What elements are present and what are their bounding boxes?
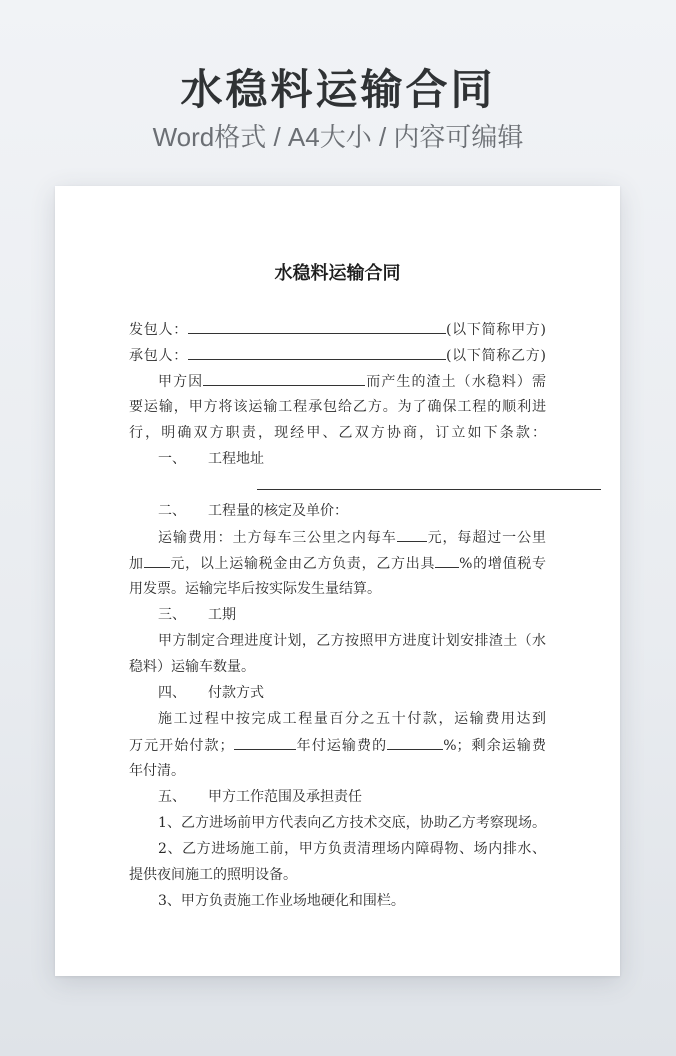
document-page	[55, 186, 620, 976]
section-3-line-1: 甲方制定合理进度计划，乙方按照甲方进度计划安排渣土（水	[158, 633, 546, 649]
document-title: 水稳料运输合同	[274, 263, 401, 284]
section-2-title: 工程量的核定及单价：	[208, 503, 348, 519]
payment-year-blank[interactable]	[234, 732, 296, 750]
s2-text-2b: 元，以上运输税金由乙方负责，乙方出具	[169, 556, 436, 572]
section-4-line-1: 施工过程中按完成工程量百分之五十付款，运输费用达到	[158, 711, 546, 727]
s4-text-2a: 万元开始付款；	[129, 738, 234, 754]
intro-line-3: 行，明确双方职责，现经甲、乙双方协商，订立如下条款：	[129, 425, 546, 441]
s4-text-2b: 年付运输费的	[295, 738, 388, 754]
party-a-suffix: (以下简称甲方)	[445, 322, 546, 338]
section-4-line-3: 年付清。	[129, 763, 185, 779]
intro-line-1	[129, 368, 546, 394]
section-2-line-3: 用发票。运输完毕后按实际发生量结算。	[129, 581, 381, 597]
party-a-label: 发包人：	[129, 322, 188, 338]
s4-text-2c: %；剩余运输费	[443, 738, 546, 754]
section-5-line-3: 提供夜间施工的照明设备。	[129, 867, 297, 883]
party-b-suffix: (以下简称乙方)	[445, 348, 546, 364]
section-2-heading	[129, 498, 546, 524]
section-3-line-2: 稳料）运输车数量。	[129, 659, 255, 675]
section-4-number: 四、	[158, 685, 186, 701]
intro-text-a: 甲方因	[158, 374, 204, 390]
section-1-title: 工程地址	[208, 451, 264, 467]
section-4-heading	[129, 680, 546, 706]
party-a-line	[129, 316, 546, 342]
promo-subtitle: Word格式 / A4大小 / 内容可编辑	[152, 122, 524, 152]
s2-text-2c: %的增值税专	[459, 556, 547, 572]
party-b-line	[129, 342, 546, 368]
promo-title: 水稳料运输合同	[180, 65, 496, 114]
section-4-title: 付款方式	[208, 685, 264, 701]
section-3-heading	[129, 602, 546, 628]
section-5-title: 甲方工作范围及承担责任	[208, 789, 362, 805]
price-per-truck-blank[interactable]	[397, 524, 427, 542]
s2-text-2a: 加	[129, 556, 144, 572]
s2-text-1a: 运输费用：土方每车三公里之内每车	[158, 530, 397, 546]
section-5-line-1: 1、乙方进场前甲方代表向乙方技术交底，协助乙方考察现场。	[158, 815, 546, 831]
section-5-line-2: 2、乙方进场施工前，甲方负责清理场内障碍物、场内排水、	[158, 841, 546, 857]
section-4-line-2	[129, 732, 546, 758]
section-5-number: 五、	[158, 789, 186, 805]
section-1-heading	[129, 446, 546, 472]
party-a-blank[interactable]	[188, 316, 446, 334]
intro-line-2: 要运输，甲方将该运输工程承包给乙方。为了确保工程的顺利进	[129, 399, 546, 415]
section-2-line-2	[129, 550, 546, 576]
section-2-number: 二、	[158, 503, 186, 519]
section-3-number: 三、	[158, 607, 186, 623]
payment-percent-blank[interactable]	[387, 732, 443, 750]
s2-text-1b: 元，每超过一公里	[426, 530, 547, 546]
party-b-blank[interactable]	[188, 342, 446, 360]
section-3-title: 工期	[208, 607, 236, 623]
party-b-label: 承包人：	[129, 348, 188, 364]
extra-km-price-blank[interactable]	[144, 550, 170, 568]
section-5-line-4: 3、甲方负责施工作业场地硬化和围栏。	[158, 893, 405, 909]
section-2-line-1	[129, 524, 546, 550]
section-5-heading	[129, 784, 546, 810]
intro-blank[interactable]	[203, 368, 365, 386]
section-1-number: 一、	[158, 451, 186, 467]
address-blank[interactable]	[257, 489, 601, 490]
tax-rate-blank[interactable]	[435, 550, 459, 568]
intro-text-b: 而产生的渣土（水稳料）需	[365, 374, 547, 390]
